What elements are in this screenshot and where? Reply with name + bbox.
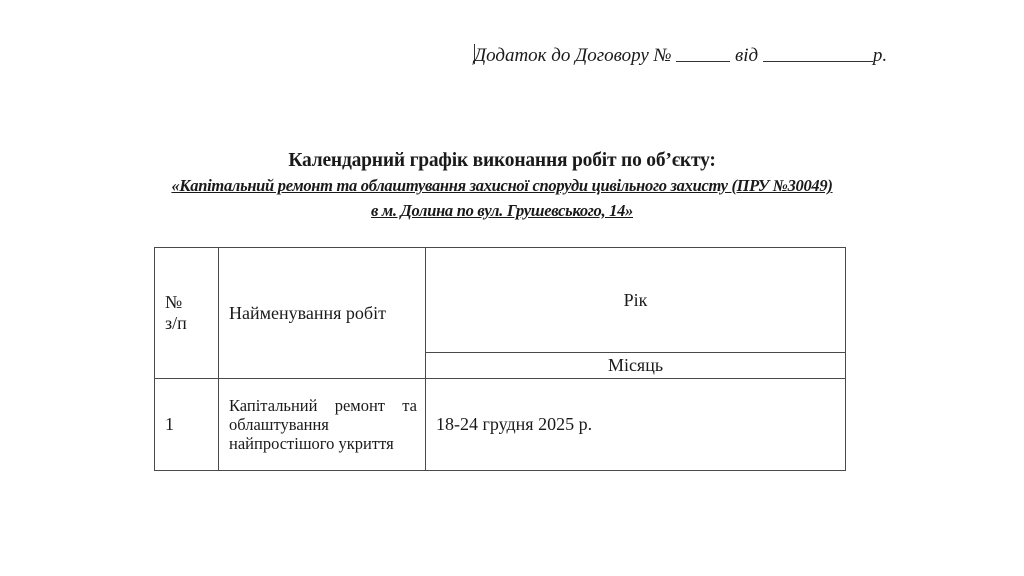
schedule-table <box>154 247 846 471</box>
header-num <box>155 248 219 379</box>
appendix-from: від <box>735 45 759 66</box>
header-num-line1: № <box>165 292 183 312</box>
header-year: Рік <box>426 248 846 353</box>
header-num-line2: з/п <box>165 313 187 333</box>
header-month: Місяць <box>426 353 846 379</box>
appendix-prefix: Додаток до Договору № <box>474 45 672 66</box>
contract-number-blank <box>676 45 730 62</box>
row-period: 18-24 грудня 2025 р. <box>426 379 846 471</box>
appendix-suffix: р. <box>872 45 888 66</box>
table-row <box>155 379 846 471</box>
row-num: 1 <box>155 379 219 471</box>
row-work-name: Капітальний ремонт та облаштування найпростішого укриття <box>219 379 426 471</box>
document-title: Календарний графік виконання робіт по об’єкту: <box>288 150 716 171</box>
object-name-line2: в м. Долина по вул. Грушевського, 14» <box>370 201 634 220</box>
object-name-line1: «Капітальний ремонт та облаштування захисної споруди цивільного захисту (ПРУ №30049) <box>171 176 833 195</box>
appendix-line <box>474 44 944 67</box>
contract-date-blank <box>763 45 873 62</box>
header-name: Найменування робіт <box>219 248 426 379</box>
